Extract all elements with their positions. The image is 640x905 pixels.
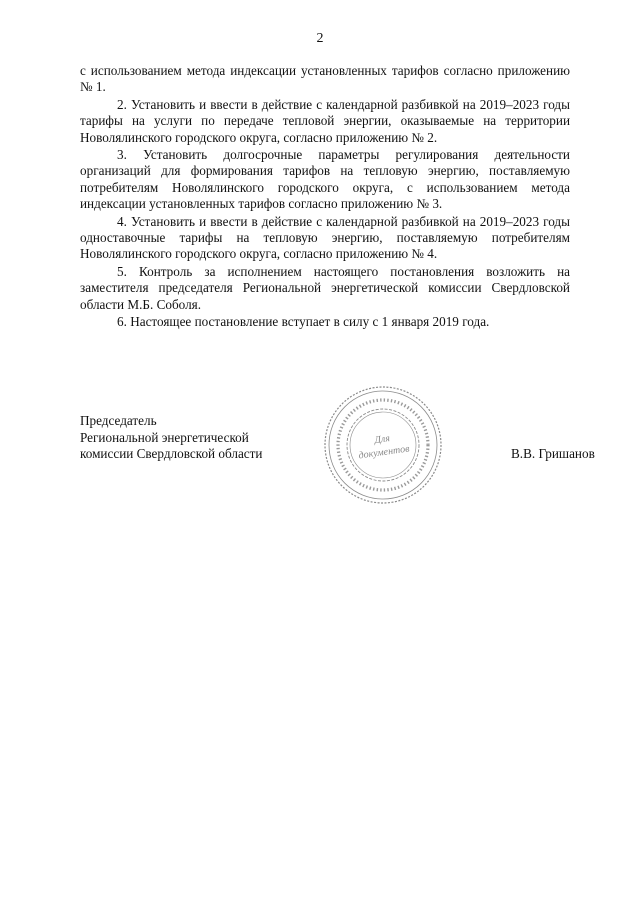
paragraph-item-6: 6. Настоящее постановление вступает в силу с 1 января 2019 года. bbox=[117, 314, 490, 330]
page-number: 2 bbox=[316, 31, 324, 46]
paragraph-item-4: 4. Установить и ввести в действие с календарной разбивкой на 2019–2023 годы одноставочные тарифы на тепловую энергию, поставляемую потребителям Новолялинского городского округа, согласно приложению № 4. bbox=[80, 213, 570, 262]
signer-name: В.В. Гришанов bbox=[511, 446, 595, 461]
official-seal-stamp bbox=[321, 383, 445, 507]
signature-title-line: Председатель bbox=[80, 413, 157, 428]
stamp-center-text: документов bbox=[357, 443, 411, 462]
paragraph-item-5: 5. Контроль за исполнением настоящего постановления возложить на заместителя председателя Региональной энергетической комиссии Свердловской области М.Б. Соболя. bbox=[80, 263, 570, 312]
signature-title-block bbox=[80, 413, 262, 463]
document-body bbox=[80, 63, 570, 332]
paragraph-item-3: 3. Установить долгосрочные параметры регулирования деятельности организаций для формирования тарифов на тепловую энергию, поставляемую потребителям Новолялинского городского округа, с использованием метода индексации установленных тарифов согласно приложению № 3. bbox=[80, 147, 570, 212]
signature-title-line: Региональной энергетической bbox=[80, 429, 249, 445]
paragraph-item-2: 2. Установить и ввести в действие с календарной разбивкой на 2019–2023 годы тарифы на услуги по передаче тепловой энергии, оказываемые на территории Новолялинского городского округа, согласно приложению № 2. bbox=[80, 96, 570, 145]
signature-title-line: комиссии Свердловской области bbox=[80, 446, 263, 461]
paragraph-continuation: с использованием метода индексации установленных тарифов согласно приложению № 1. bbox=[80, 63, 570, 95]
stamp-center-text: Для bbox=[373, 433, 391, 447]
